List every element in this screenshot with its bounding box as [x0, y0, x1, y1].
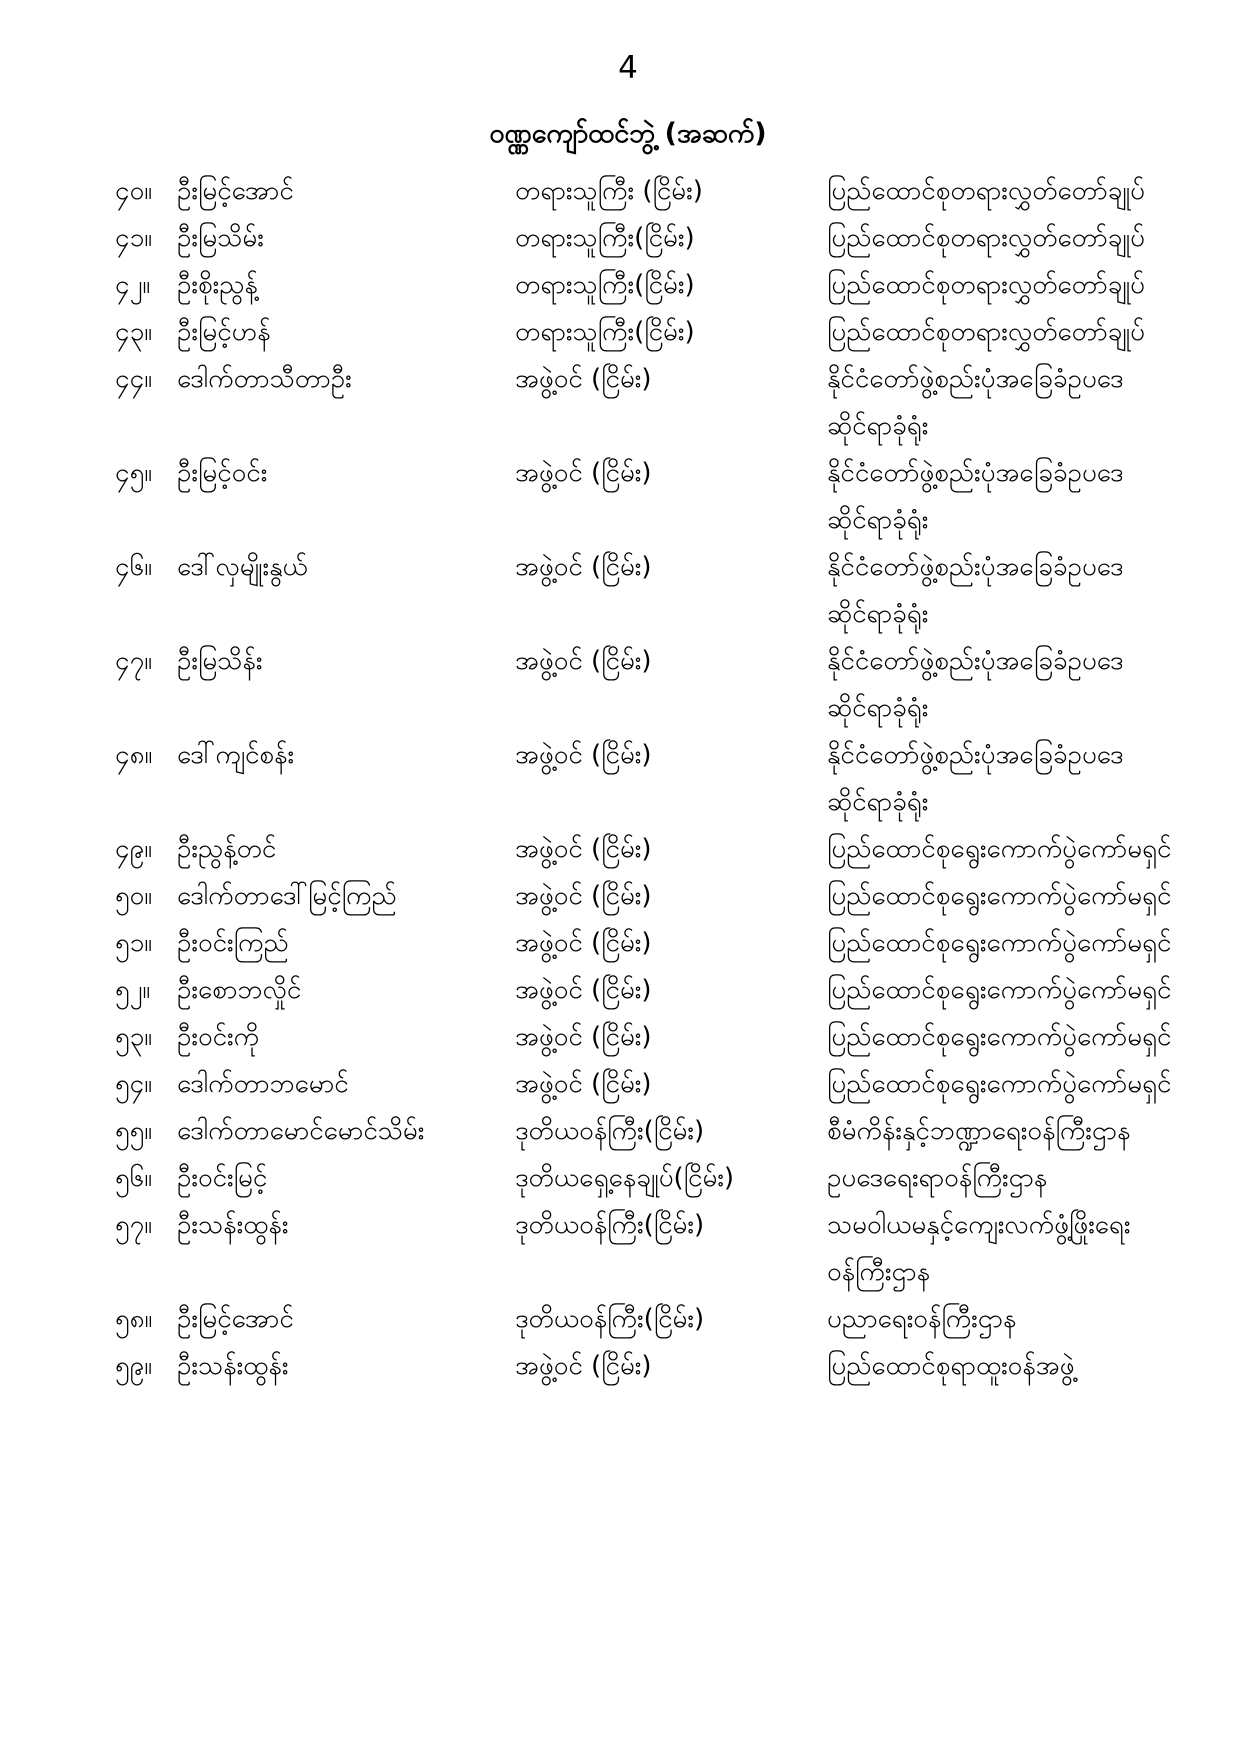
row-number: ၅၈။: [115, 1304, 153, 1334]
recipient-name: ဒေါ်လှမျိုးနွယ်: [177, 552, 308, 582]
department-line: ပြည်ထောင်စုရွေးကောက်ပွဲကော်မရှင်: [827, 834, 1172, 864]
department-line: ဆိုင်ရာခုံရုံး: [827, 599, 929, 629]
table-row: [115, 967, 1172, 1014]
recipient-department: [827, 967, 1171, 1014]
department-line: ပြည်ထောင်စုရွေးကောက်ပွဲကော်မရှင်: [827, 975, 1172, 1005]
department-line: နိုင်ငံတော်ဖွဲ့စည်းပုံအခြေခံဥပဒေ: [827, 646, 1124, 676]
recipient-position: အဖွဲ့ဝင် (ငြိမ်း): [515, 928, 652, 958]
department-line: ပြည်ထောင်စုရာထူးဝန်အဖွဲ့: [827, 1351, 1075, 1381]
recipient-name: ဦးစိုးညွန့်: [177, 270, 258, 300]
department-line: စီမံကိန်းနှင့်ဘဏ္ဍာရေးဝန်ကြီးဌာန: [827, 1116, 1131, 1146]
row-number: ၄၃။: [115, 317, 153, 347]
recipient-department: [827, 638, 1141, 732]
row-number: ၅၅။: [115, 1116, 153, 1146]
department-line: သမဝါယမနှင့်ကျေးလက်ဖွံ့ဖြိုးရေး: [827, 1210, 1131, 1240]
recipient-position: တရားသူကြီး(ငြိမ်း): [515, 270, 695, 300]
recipient-department: [827, 1343, 1141, 1390]
table-row: [115, 1108, 1141, 1155]
department-line: ပြည်ထောင်စုရွေးကောက်ပွဲကော်မရှင်: [827, 881, 1172, 911]
recipient-department: [827, 168, 1145, 215]
department-line: ပြည်ထောင်စုရွေးကောက်ပွဲကော်မရှင်: [827, 928, 1172, 958]
recipient-position: တရားသူကြီး(ငြိမ်း): [515, 317, 695, 347]
department-line: နိုင်ငံတော်ဖွဲ့စည်းပုံအခြေခံဥပဒေ: [827, 740, 1124, 770]
department-line: ဥပဒေရေးရာဝန်ကြီးဌာန: [827, 1163, 1048, 1193]
row-number: ၄၁။: [115, 223, 153, 253]
recipient-name: ဦးသန်းထွန်း: [177, 1210, 289, 1240]
recipient-position: ဒုတိယဝန်ကြီး(ငြိမ်း): [515, 1210, 705, 1240]
recipient-name: ဒေါက်တာဘမောင်: [177, 1069, 349, 1099]
department-line: ဝန်ကြီးဌာန: [827, 1257, 931, 1287]
table-row: [115, 262, 1145, 309]
recipient-name: ဦးဝင်းကို: [177, 1022, 260, 1052]
page-number: 4: [618, 50, 638, 86]
table-row: [115, 356, 1141, 450]
recipient-position: အဖွဲ့ဝင် (ငြိမ်း): [515, 646, 652, 676]
table-row: [115, 873, 1172, 920]
recipient-name: ဦးမြင့်ဝင်း: [177, 458, 268, 488]
recipient-name: ဒေါ်ကျင်စန်း: [177, 740, 295, 770]
recipient-name: ဒေါက်တာဒေါ်မြင့်ကြည်: [177, 881, 397, 911]
recipient-name: ဦးသန်းထွန်း: [177, 1351, 289, 1381]
table-row: [115, 1061, 1172, 1108]
recipient-name: ဦးမြင့်ဟန်: [177, 317, 271, 347]
recipient-department: [827, 309, 1145, 356]
recipient-position: ဒုတိယရှေ့နေချုပ်(ငြိမ်း): [515, 1163, 735, 1193]
department-line: ပြည်ထောင်စုတရားလွှတ်တော်ချုပ်: [827, 223, 1145, 253]
department-line: နိုင်ငံတော်ဖွဲ့စည်းပုံအခြေခံဥပဒေ: [827, 458, 1124, 488]
recipient-department: [827, 1061, 1171, 1108]
table-row: [115, 168, 1145, 215]
recipient-department: [827, 544, 1141, 638]
row-number: ၄၆။: [115, 552, 153, 582]
row-number: ၅၉။: [115, 1351, 153, 1381]
recipient-name: ဦးဝင်းမြင့်: [177, 1163, 268, 1193]
department-line: ပြည်ထောင်စုရွေးကောက်ပွဲကော်မရှင်: [827, 1022, 1172, 1052]
row-number: ၄၀။: [115, 176, 153, 206]
table-row: [115, 215, 1145, 262]
row-number: ၄၄။: [115, 364, 153, 394]
honours-list: [115, 168, 1172, 1390]
department-line: ဆိုင်ရာခုံရုံး: [827, 787, 929, 817]
recipient-name: ဒေါက်တာမောင်မောင်သိမ်း: [177, 1116, 425, 1146]
recipient-position: အဖွဲ့ဝင် (ငြိမ်း): [515, 552, 652, 582]
recipient-name: ဦးမြသိန်း: [177, 646, 263, 676]
recipient-position: တရားသူကြီး(ငြိမ်း): [515, 223, 695, 253]
department-line: ပြည်ထောင်စုရွေးကောက်ပွဲကော်မရှင်: [827, 1069, 1172, 1099]
table-row: [115, 826, 1172, 873]
row-number: ၅၄။: [115, 1069, 153, 1099]
department-line: နိုင်ငံတော်ဖွဲ့စည်းပုံအခြေခံဥပဒေ: [827, 552, 1124, 582]
recipient-position: အဖွဲ့ဝင် (ငြိမ်း): [515, 458, 652, 488]
recipient-position: အဖွဲ့ဝင် (ငြိမ်း): [515, 740, 652, 770]
recipient-position: အဖွဲ့ဝင် (ငြိမ်း): [515, 975, 652, 1005]
recipient-department: [827, 873, 1171, 920]
recipient-name: ဦးစောဘလှိုင်: [177, 975, 302, 1005]
table-row: [115, 920, 1172, 967]
department-line: ပြည်ထောင်စုတရားလွှတ်တော်ချုပ်: [827, 270, 1145, 300]
page-title: ဝဏ္ဏကျော်ထင်ဘွဲ့ (အဆက်): [489, 118, 767, 149]
row-number: ၄၉။: [115, 834, 153, 864]
department-line: ဆိုင်ရာခုံရုံး: [827, 505, 929, 535]
department-line: ဆိုင်ရာခုံရုံး: [827, 693, 929, 723]
table-row: [115, 309, 1145, 356]
table-row: [115, 1343, 1141, 1390]
recipient-department: [827, 450, 1141, 544]
recipient-department: [827, 262, 1145, 309]
table-row: [115, 1155, 1141, 1202]
row-number: ၅၂။: [115, 975, 151, 1005]
department-line: နိုင်ငံတော်ဖွဲ့စည်းပုံအခြေခံဥပဒေ: [827, 364, 1124, 394]
recipient-position: အဖွဲ့ဝင် (ငြိမ်း): [515, 881, 652, 911]
recipient-department: [827, 1155, 1141, 1202]
department-line: ပညာရေးဝန်ကြီးဌာန: [827, 1304, 1017, 1334]
row-number: ၄၈။: [115, 740, 153, 770]
recipient-name: ဦးမြသိမ်း: [177, 223, 264, 253]
recipient-department: [827, 215, 1145, 262]
department-line: ပြည်ထောင်စုတရားလွှတ်တော်ချုပ်: [827, 317, 1145, 347]
table-row: [115, 1296, 1141, 1343]
recipient-department: [827, 1108, 1141, 1155]
recipient-name: ဒေါက်တာသီတာဦး: [177, 364, 352, 394]
recipient-name: ဦးဝင်းကြည်: [177, 928, 289, 958]
table-row: [115, 638, 1141, 732]
row-number: ၅၆။: [115, 1163, 153, 1193]
row-number: ၅၀။: [115, 881, 153, 911]
recipient-department: [827, 356, 1141, 450]
recipient-position: အဖွဲ့ဝင် (ငြိမ်း): [515, 1351, 652, 1381]
recipient-department: [827, 826, 1171, 873]
recipient-department: [827, 1202, 1141, 1296]
recipient-position: ဒုတိယဝန်ကြီး(ငြိမ်း): [515, 1116, 705, 1146]
recipient-position: တရားသူကြီး (ငြိမ်း): [515, 176, 703, 206]
table-row: [115, 732, 1141, 826]
department-line: ဆိုင်ရာခုံရုံး: [827, 411, 929, 441]
recipient-name: ဦးမြင့်အောင်: [177, 176, 294, 206]
row-number: ၄၇။: [115, 646, 153, 676]
table-row: [115, 1014, 1172, 1061]
recipient-name: ဦးညွန့်တင်: [177, 834, 277, 864]
recipient-department: [827, 1296, 1141, 1343]
recipient-position: အဖွဲ့ဝင် (ငြိမ်း): [515, 1022, 652, 1052]
row-number: ၅၃။: [115, 1022, 153, 1052]
row-number: ၅၇။: [115, 1210, 153, 1240]
row-number: ၅၁။: [115, 928, 153, 958]
table-row: [115, 450, 1141, 544]
recipient-position: အဖွဲ့ဝင် (ငြိမ်း): [515, 834, 652, 864]
row-number: ၄၂။: [115, 270, 151, 300]
table-row: [115, 544, 1141, 638]
table-row: [115, 1202, 1141, 1296]
recipient-department: [827, 732, 1141, 826]
department-line: ပြည်ထောင်စုတရားလွှတ်တော်ချုပ်: [827, 176, 1145, 206]
recipient-department: [827, 1014, 1171, 1061]
recipient-department: [827, 920, 1171, 967]
recipient-position: အဖွဲ့ဝင် (ငြိမ်း): [515, 364, 652, 394]
recipient-name: ဦးမြင့်အောင်: [177, 1304, 294, 1334]
recipient-position: အဖွဲ့ဝင် (ငြိမ်း): [515, 1069, 652, 1099]
recipient-position: ဒုတိယဝန်ကြီး(ငြိမ်း): [515, 1304, 705, 1334]
row-number: ၄၅။: [115, 458, 153, 488]
